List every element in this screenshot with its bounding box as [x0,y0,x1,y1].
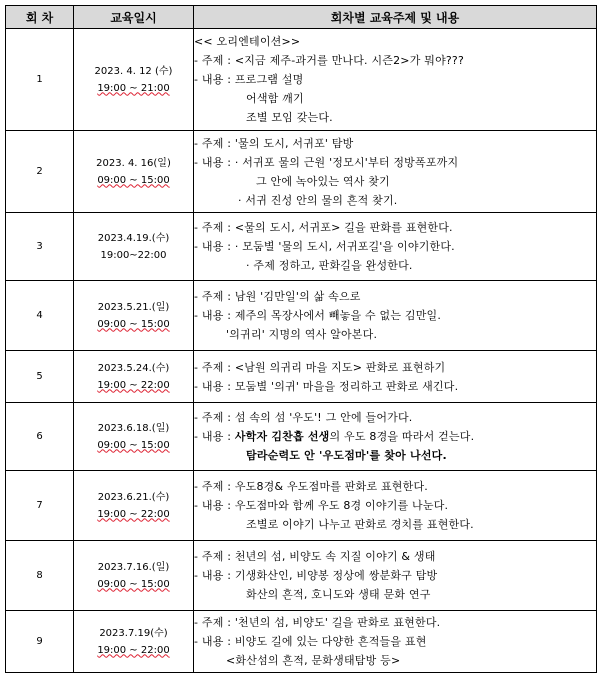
session-date: 2023.7.19(수) [99,627,168,639]
header-content: 회차별 교육주제 및 내용 [194,6,597,29]
table-row [6,213,597,281]
session-content [194,213,597,281]
session-date: 2023.5.24.(수) [97,362,170,374]
content-line: - 주제 : 섬 속의 섬 '우도'! 그 안에 들어가다. [194,411,413,424]
session-date: 2023. 4. 12 (수) [94,65,173,77]
session-datetime [74,471,194,541]
session-time: 09:00 ~ 15:00 [97,174,170,186]
session-date: 2023.7.16.(일) [97,561,170,573]
session-time: 19:00 ~ 22:00 [97,379,170,391]
session-number: 3 [6,213,74,281]
content-line: - 내용 : 기생화산인, 비양봉 정상에 쌍분화구 탐방 [194,569,438,582]
content-line: 그 안에 녹아있는 역사 찾기 [256,174,390,188]
session-content [194,541,597,611]
session-time: 09:00 ~ 15:00 [97,578,170,590]
session-date: 2023.4.19.(수) [97,232,170,244]
table-row [6,611,597,673]
content-line: - 내용 : · 서귀포 물의 근원 '정모시'부터 정방폭포까지 [194,155,459,169]
content-line: 조별 모임 갖는다. [246,111,333,124]
content-line: '의귀리' 지명의 역사 알아본다. [226,328,378,341]
session-content [194,131,597,213]
session-number: 6 [6,403,74,471]
header-row [6,6,597,29]
session-date: 2023.5.21.(일) [97,301,170,313]
session-date: 2023. 4. 16(일) [96,157,171,169]
session-number: 9 [6,611,74,673]
session-content [194,471,597,541]
session-date: 2023.6.18.(일) [97,422,170,434]
content-line: 탐라순력도 안 '우도점마'를 찾아 나선다. [246,449,447,462]
content-line: - 내용 : 제주의 목장사에서 빼놓을 수 없는 김만일. [194,309,442,322]
table-row [6,29,597,131]
session-number: 8 [6,541,74,611]
content-line: - 주제 : <남원 의귀리 마을 지도> 판화로 표현하기 [194,360,446,374]
content-line: - 내용 : 프로그램 설명 [194,73,304,86]
content-line: <화산섬의 흔적, 문화생태탐방 등> [226,654,401,667]
content-line: 어색함 깨기 [246,92,304,105]
content-line: - 주제 : '물의 도시, 서귀포' 탐방 [194,136,354,150]
session-content [194,281,597,351]
content-line: - 주제 : 천년의 섬, 비양도 속 지질 이야기 & 생태 [194,550,436,563]
session-time: 09:00 ~ 15:00 [97,318,170,330]
session-datetime [74,131,194,213]
table-row [6,131,597,213]
content-line [194,427,596,446]
session-datetime [74,403,194,471]
content-line: - 주제 : <지금 제주-과거를 만나다. 시즌2>가 뭐야??? [194,54,465,67]
education-schedule-table [5,5,597,673]
session-number: 5 [6,351,74,403]
content-line: - 내용 : 우도점마와 함께 우도 8경 이야기를 나눈다. [194,499,449,512]
content-line: 화산의 흔적, 호니도와 생태 문화 연구 [246,588,431,601]
session-datetime [74,281,194,351]
session-time: 09:00 ~ 15:00 [97,439,170,451]
table-row [6,281,597,351]
content-line: - 주제 : '천년의 섬, 비양도' 길을 판화로 표현한다. [194,616,441,629]
content-line: - 내용 : 모둠별 '의귀' 마을을 정리하고 판화로 새긴다. [194,379,459,393]
content-line: · 서귀 진성 안의 물의 흔적 찾기. [238,193,398,207]
session-datetime [74,29,194,131]
content-line: 조별로 이야기 나누고 판화로 경치를 표현한다. [246,518,474,531]
header-session: 회 차 [6,6,74,29]
table-row [6,403,597,471]
session-time: 19:00 ~ 22:00 [97,644,170,656]
session-datetime [74,541,194,611]
session-content [194,29,597,131]
content-line: - 내용 : · 모둠별 '물의 도시, 서귀포길'을 이야기한다. [194,240,455,253]
content-line: · 주제 정하고, 판화길을 완성한다. [246,259,413,272]
session-number: 2 [6,131,74,213]
session-time: 19:00 ~ 21:00 [97,82,170,94]
content-prefix: - 내용 : [194,430,235,443]
content-line: - 주제 : <물의 도시, 서귀포> 길을 판화를 표현한다. [194,221,453,234]
session-datetime [74,611,194,673]
table-row [6,541,597,611]
session-content [194,351,597,403]
session-number: 4 [6,281,74,351]
session-number: 1 [6,29,74,131]
session-content [194,611,597,673]
table-row [6,351,597,403]
content-line: - 주제 : 남원 '김만일'의 삶 속으로 [194,290,361,303]
session-datetime [74,351,194,403]
session-content [194,403,597,471]
session-time: 19:00 ~ 22:00 [97,508,170,520]
session-date: 2023.6.21.(수) [97,491,170,503]
content-line: - 주제 : 우도8경& 우도점마를 판화로 표현한다. [194,480,428,493]
session-number: 7 [6,471,74,541]
table-row [6,471,597,541]
content-line: << 오리엔테이션>> [194,35,301,48]
session-time: 19:00~22:00 [100,249,167,261]
content-line: - 내용 : 비양도 길에 있는 다양한 흔적들을 표현 [194,635,427,648]
session-datetime [74,213,194,281]
content-text: 의 우도 8경을 따라서 걷는다. [329,430,475,443]
highlighted-name: 사학자 김찬흡 선생 [234,430,330,443]
header-datetime: 교육일시 [74,6,194,29]
